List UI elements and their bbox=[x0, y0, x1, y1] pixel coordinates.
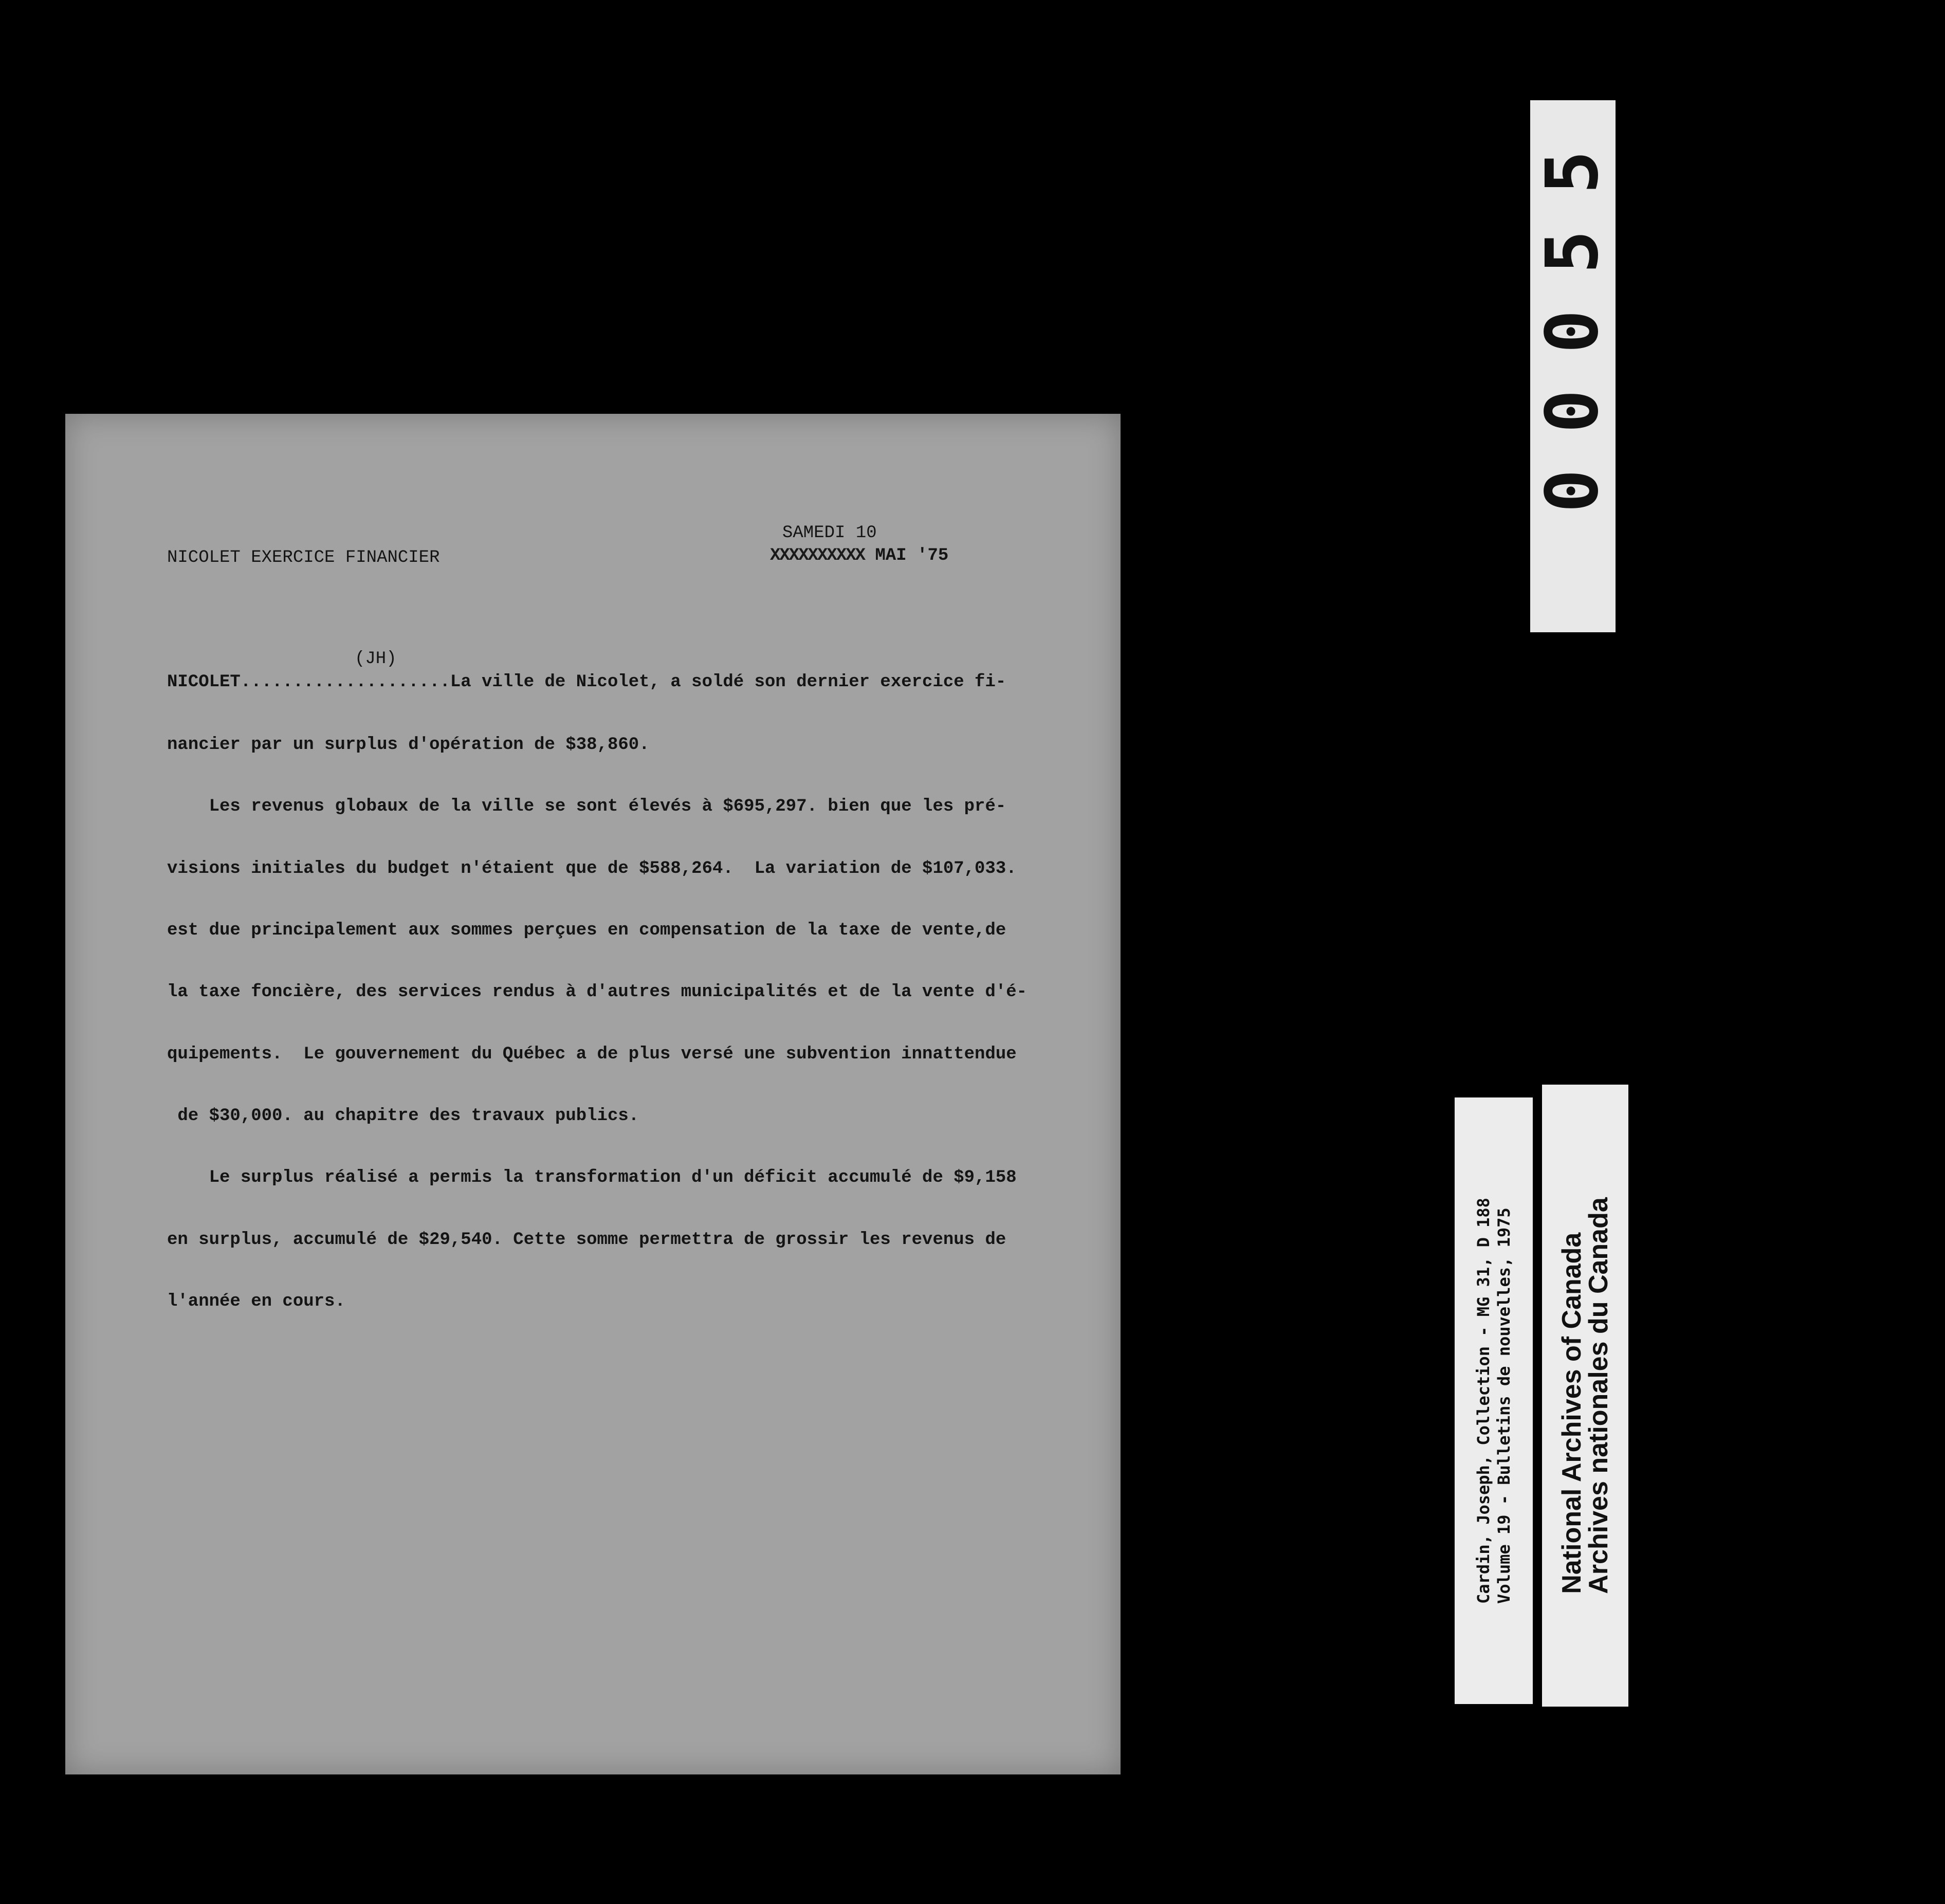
body-line: quipements. Le gouvernement du Québec a de plus versé une subvention innattendue bbox=[167, 1045, 1017, 1064]
header-title: NICOLET EXERCICE FINANCIER bbox=[167, 548, 440, 567]
archives-text bbox=[1558, 1197, 1612, 1594]
body-line: nancier par un surplus d'opération de $38,860. bbox=[167, 735, 650, 755]
body-line: visions initiales du budget n'étaient que de $588,264. La variation de $107,033. bbox=[167, 859, 1017, 878]
reference-line-2: Volume 19 - Bulletins de nouvelles, 1975 bbox=[1494, 1207, 1514, 1604]
date-day: SAMEDI 10 bbox=[782, 523, 877, 543]
date-strikeout: XXXXXXXXXX bbox=[770, 546, 865, 565]
body-line: la taxe foncière, des services rendus à d'autres municipalités et de la vente d'é- bbox=[167, 982, 1027, 1002]
body-line: Les revenus globaux de la ville se sont élevés à $695,297. bien que les pré- bbox=[167, 797, 1006, 816]
frame-digit: 5 bbox=[1531, 230, 1614, 274]
body-line: Le surplus réalisé a permis la transformation d'un déficit accumulé de $9,158 bbox=[167, 1168, 1017, 1187]
collection-reference-text bbox=[1473, 1198, 1514, 1604]
date-rest: MAI '75 bbox=[865, 546, 949, 565]
frame-number-strip bbox=[1530, 100, 1616, 632]
body-line: NICOLET....................La ville de Nicolet, a soldé son dernier exercice fi- bbox=[167, 672, 1006, 692]
frame-digit: 0 bbox=[1531, 469, 1614, 513]
collection-reference-label bbox=[1455, 1097, 1533, 1704]
body-line: en surplus, accumulé de $29,540. Cette somme permettra de grossir les revenus de bbox=[167, 1230, 1006, 1250]
archives-line-1: National Archives of Canada bbox=[1557, 1232, 1587, 1594]
body-line: de $30,000. au chapitre des travaux publics. bbox=[167, 1106, 639, 1126]
frame-digit: 5 bbox=[1531, 150, 1614, 194]
reference-line-1: Cardin, Joseph, Collection - MG 31, D 188 bbox=[1474, 1198, 1493, 1604]
body-line: est due principalement aux sommes perçues en compensation de la taxe de vente,de bbox=[167, 921, 1006, 940]
archives-line-2: Archives nationales du Canada bbox=[1584, 1197, 1613, 1594]
reporter-initials: (JH) bbox=[355, 649, 397, 669]
archives-label bbox=[1542, 1085, 1628, 1707]
date-line bbox=[770, 545, 948, 566]
typed-page bbox=[65, 414, 1121, 1774]
frame-digit: 0 bbox=[1531, 389, 1614, 433]
body-line: l'année en cours. bbox=[167, 1292, 345, 1311]
frame-digit: 0 bbox=[1531, 309, 1614, 354]
